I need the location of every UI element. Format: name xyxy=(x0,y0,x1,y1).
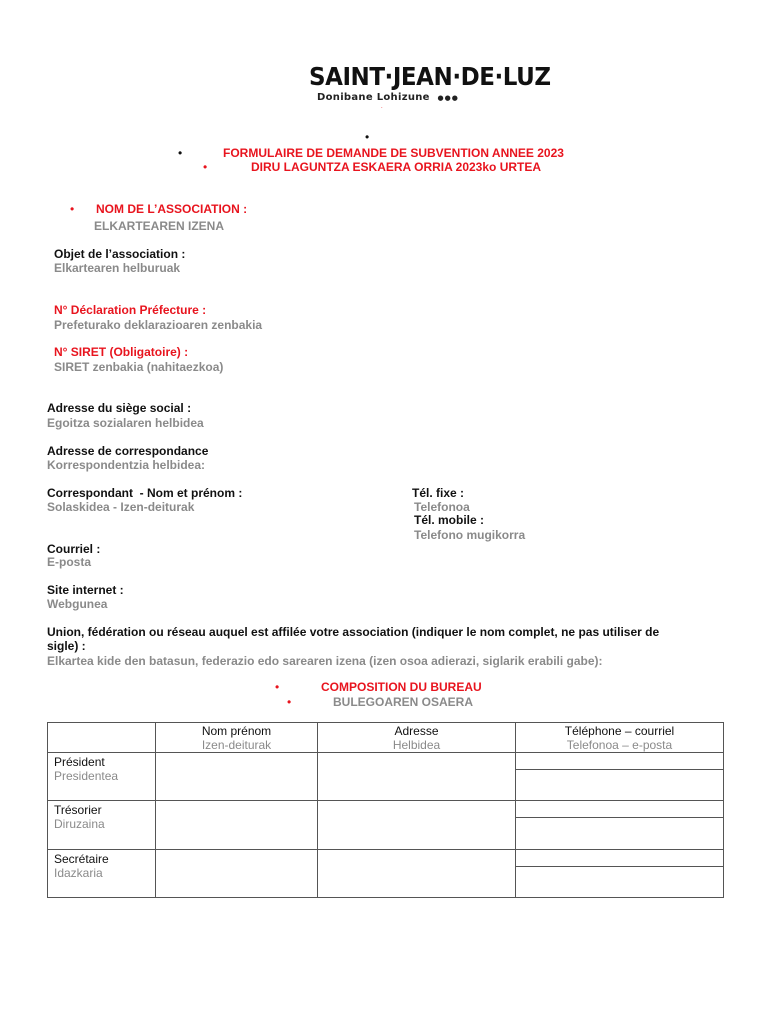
courriel-subcell[interactable] xyxy=(516,818,723,849)
table-row xyxy=(48,753,724,801)
logo-main-text: SAINT·JEAN·DE·LUZ xyxy=(309,62,551,91)
bureau-title-eu: BULEGOAREN OSAERA xyxy=(333,695,474,709)
row-label-cell xyxy=(48,801,156,850)
union-label-line1: Union, fédération ou réseau auquel est affilée votre association (indiquer le nom complet, ne pas utiliser de xyxy=(47,625,660,639)
adresse-input-cell[interactable] xyxy=(318,801,516,850)
col-adresse-label-eu: Helbidea xyxy=(392,738,441,752)
objet-label: Objet de l’association : xyxy=(54,247,186,261)
header-bullet-2: • xyxy=(203,160,208,174)
tel-mobile-label: Tél. mobile : xyxy=(414,513,485,527)
bureau-bullet-2: • xyxy=(287,695,292,709)
title-fr: FORMULAIRE DE DEMANDE DE SUBVENTION ANNEE 2023 xyxy=(223,146,564,160)
siret-label-eu: SIRET zenbakia (nahitaezkoa) xyxy=(54,360,224,374)
telephone-input-cell[interactable] xyxy=(516,753,724,801)
telephone-subcell[interactable] xyxy=(516,801,723,818)
bureau-bullet-1: • xyxy=(275,680,280,694)
prefecture-label: N° Déclaration Préfecture : xyxy=(54,303,207,317)
adresse-input-cell[interactable] xyxy=(318,850,516,898)
table-header-row xyxy=(48,723,724,753)
adresse-input-cell[interactable] xyxy=(318,753,516,801)
bureau-title: COMPOSITION DU BUREAU xyxy=(321,680,482,694)
siret-label: N° SIRET (Obligatoire) : xyxy=(54,345,189,359)
title-eu: DIRU LAGUNTZA ESKAERA ORRIA 2023ko URTEA xyxy=(251,160,542,174)
siege-label: Adresse du siège social : xyxy=(47,401,192,415)
col-adresse-label: Adresse xyxy=(394,724,439,738)
correspondance-address-label: Adresse de correspondance xyxy=(47,444,209,458)
telephone-input-cell[interactable] xyxy=(516,801,724,850)
siege-label-eu: Egoitza sozialaren helbidea xyxy=(47,416,204,430)
nom-input-cell[interactable] xyxy=(156,850,318,898)
tel-fixe-label-eu: Telefonoa xyxy=(414,500,470,514)
col-nom-label: Nom prénom xyxy=(201,724,272,738)
courriel-label: Courriel : xyxy=(47,542,101,556)
tel-fixe-label: Tél. fixe : xyxy=(412,486,465,500)
table-header-empty xyxy=(48,723,156,753)
table-header-cell xyxy=(156,723,318,753)
courriel-label-eu: E-posta xyxy=(47,555,92,569)
objet-label-eu: Elkartearen helburuak xyxy=(54,261,181,275)
nom-input-cell[interactable] xyxy=(156,801,318,850)
header-bullet-1: • xyxy=(178,146,183,160)
row-tresorier-label: Trésorier xyxy=(54,803,102,817)
correspondant-label: Correspondant - Nom et prénom : xyxy=(47,486,243,500)
telephone-subcell[interactable] xyxy=(516,753,723,770)
telephone-input-cell[interactable] xyxy=(516,850,724,898)
col-telephone-label: Téléphone – courriel xyxy=(564,724,675,738)
logo-dots: ●●● xyxy=(437,94,459,102)
row-secretaire-label-eu: Idazkaria xyxy=(54,866,103,880)
table-header-cell xyxy=(318,723,516,753)
telephone-subcell[interactable] xyxy=(516,850,723,867)
logo-small-dot: . xyxy=(381,104,383,110)
row-secretaire-label: Secrétaire xyxy=(54,852,109,866)
row-label-cell xyxy=(48,753,156,801)
correspondant-label-eu: Solaskidea - Izen-deiturak xyxy=(47,500,195,514)
tel-mobile-label-eu: Telefono mugikorra xyxy=(414,528,526,542)
col-telephone-label-eu: Telefonoa – e-posta xyxy=(566,738,673,752)
row-president-label: Président xyxy=(54,755,105,769)
table-row xyxy=(48,801,724,850)
col-nom-label-eu: Izen-deiturak xyxy=(201,738,272,752)
row-label-cell xyxy=(48,850,156,898)
site-label: Site internet : xyxy=(47,583,124,597)
logo-sub-label: Donibane Lohizune xyxy=(317,92,430,103)
prefecture-label-eu: Prefeturako deklarazioaren zenbakia xyxy=(54,318,263,332)
header-bullet-top: • xyxy=(365,130,370,144)
union-label-eu: Elkartea kide den batasun, federazio edo sarearen izena (izen osoa adierazi, siglarik erabili gabe): xyxy=(47,654,603,668)
courriel-subcell[interactable] xyxy=(516,867,723,897)
correspondance-address-label-eu: Korrespondentzia helbidea: xyxy=(47,458,206,472)
logo-sub-text xyxy=(317,92,459,103)
site-label-eu: Webgunea xyxy=(47,597,108,611)
nom-input-cell[interactable] xyxy=(156,753,318,801)
row-president-label-eu: Presidentea xyxy=(54,769,119,783)
association-name-label-eu: ELKARTEAREN IZENA xyxy=(94,219,225,233)
table-header-cell xyxy=(516,723,724,753)
bureau-table xyxy=(47,722,724,898)
association-name-label: NOM DE L’ASSOCIATION : xyxy=(96,202,248,216)
association-bullet: • xyxy=(70,202,75,216)
logo xyxy=(309,44,551,114)
courriel-subcell[interactable] xyxy=(516,770,723,800)
row-tresorier-label-eu: Diruzaina xyxy=(54,817,105,831)
union-label-line2: sigle) : xyxy=(47,639,86,653)
table-row xyxy=(48,850,724,898)
